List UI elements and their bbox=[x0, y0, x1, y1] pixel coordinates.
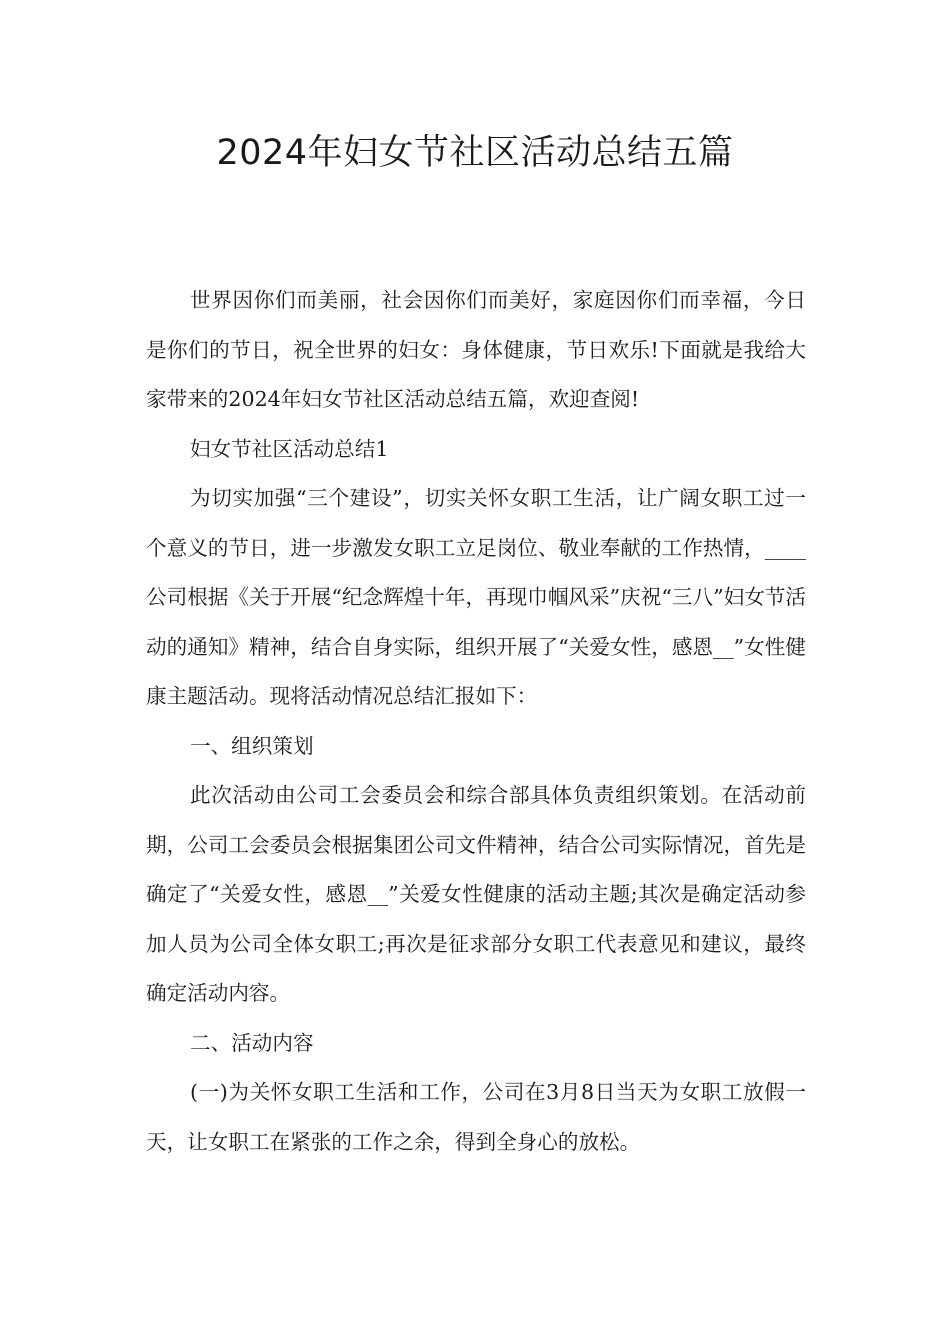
document-title: 2024年妇女节社区活动总结五篇 bbox=[216, 133, 734, 173]
body-paragraph: 此次活动由公司工会委员会和综合部具体负责组织策划。在活动前期，公司工会委员会根据集团公司文件精神，结合公司实际情况，首先是确定了“关爱女性，感恩__”关爱女性健康的活动主题;其次是确定活动参加人员为公司全体女职工;再次是征求部分女职工代表意见和建议，最终确定活动内容。 bbox=[146, 783, 806, 1005]
document-body bbox=[146, 276, 806, 1167]
section-heading: 妇女节社区活动总结1 bbox=[190, 436, 389, 461]
section-heading: 一、组织策划 bbox=[190, 733, 314, 758]
body-paragraph: 为切实加强“三个建设”，切实关怀女职工生活，让广阔女职工过一个意义的节日，进一步激发女职工立足岗位、敬业奉献的工作热情，____公司根据《关于开展“纪念辉煌十年，再现巾帼风采”庆祝“三八”妇女节活动的通知》精神，结合自身实际，组织开展了“关爱女性，感恩__”女性健康主题活动。现将活动情况总结汇报如下： bbox=[146, 486, 806, 708]
section-heading: 二、活动内容 bbox=[190, 1030, 314, 1055]
body-paragraph: (一)为关怀女职工生活和工作，公司在3月8日当天为女职工放假一天，让女职工在紧张的工作之余，得到全身心的放松。 bbox=[146, 1080, 806, 1154]
intro-paragraph: 世界因你们而美丽，社会因你们而美好，家庭因你们而幸福，今日是你们的节日，祝全世界的妇女：身体健康，节日欢乐!下面就是我给大家带来的2024年妇女节社区活动总结五篇，欢迎查阅! bbox=[146, 288, 806, 411]
